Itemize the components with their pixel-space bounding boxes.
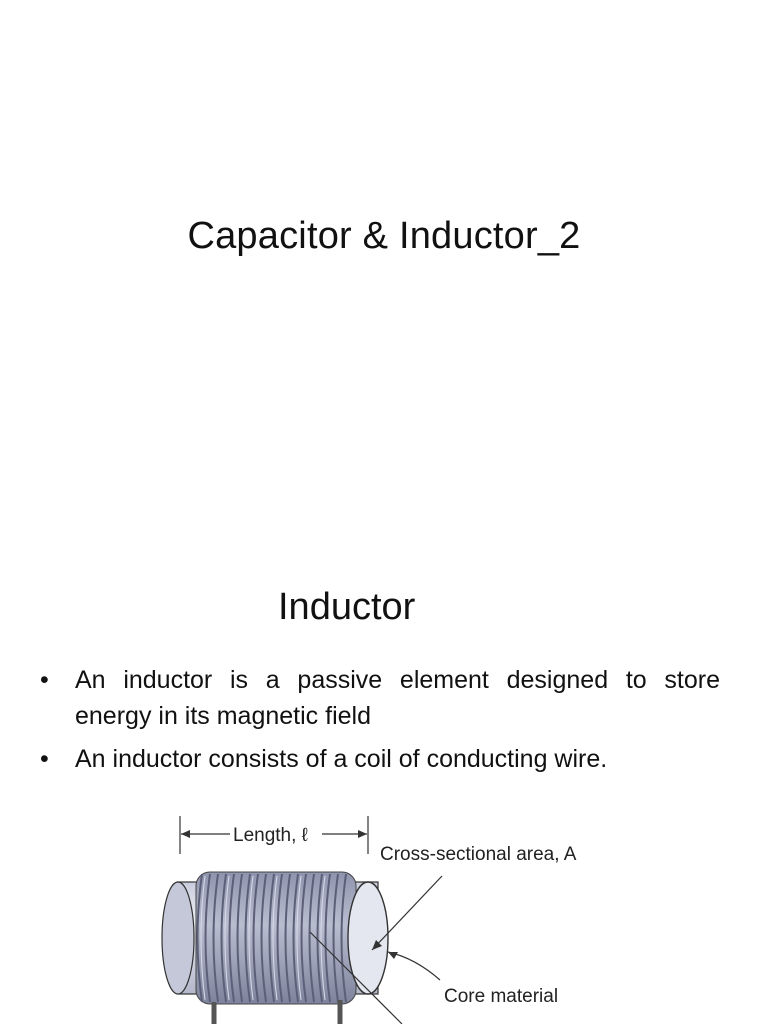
bullet-item: [40, 741, 720, 777]
inductor-slide: [0, 512, 768, 1024]
bullet-text-line: An inductor is a passive element designed to store: [75, 666, 720, 694]
core-callout: [388, 952, 558, 1007]
bullet-dot: •: [40, 745, 49, 773]
bullet-item: [40, 662, 720, 734]
bullet-text-line: energy in its magnetic field: [75, 702, 371, 730]
area-callout: [372, 844, 577, 950]
core-label: Core material: [444, 986, 559, 1007]
coil-windings: [196, 872, 356, 1004]
core-cylinder: [162, 872, 388, 1024]
bullet-list: [40, 662, 720, 784]
deck-title: Capacitor & Inductor_2: [187, 215, 581, 257]
bullet-text-line: An inductor consists of a coil of conducting wire.: [75, 745, 608, 773]
length-label: Length, ℓ: [233, 825, 308, 846]
length-dimension: [180, 816, 368, 854]
area-label: Cross-sectional area, A: [380, 844, 577, 865]
inductor-coil-diagram: [150, 802, 630, 1024]
bullet-dot: •: [40, 666, 49, 694]
slide-heading: Inductor: [278, 586, 416, 628]
